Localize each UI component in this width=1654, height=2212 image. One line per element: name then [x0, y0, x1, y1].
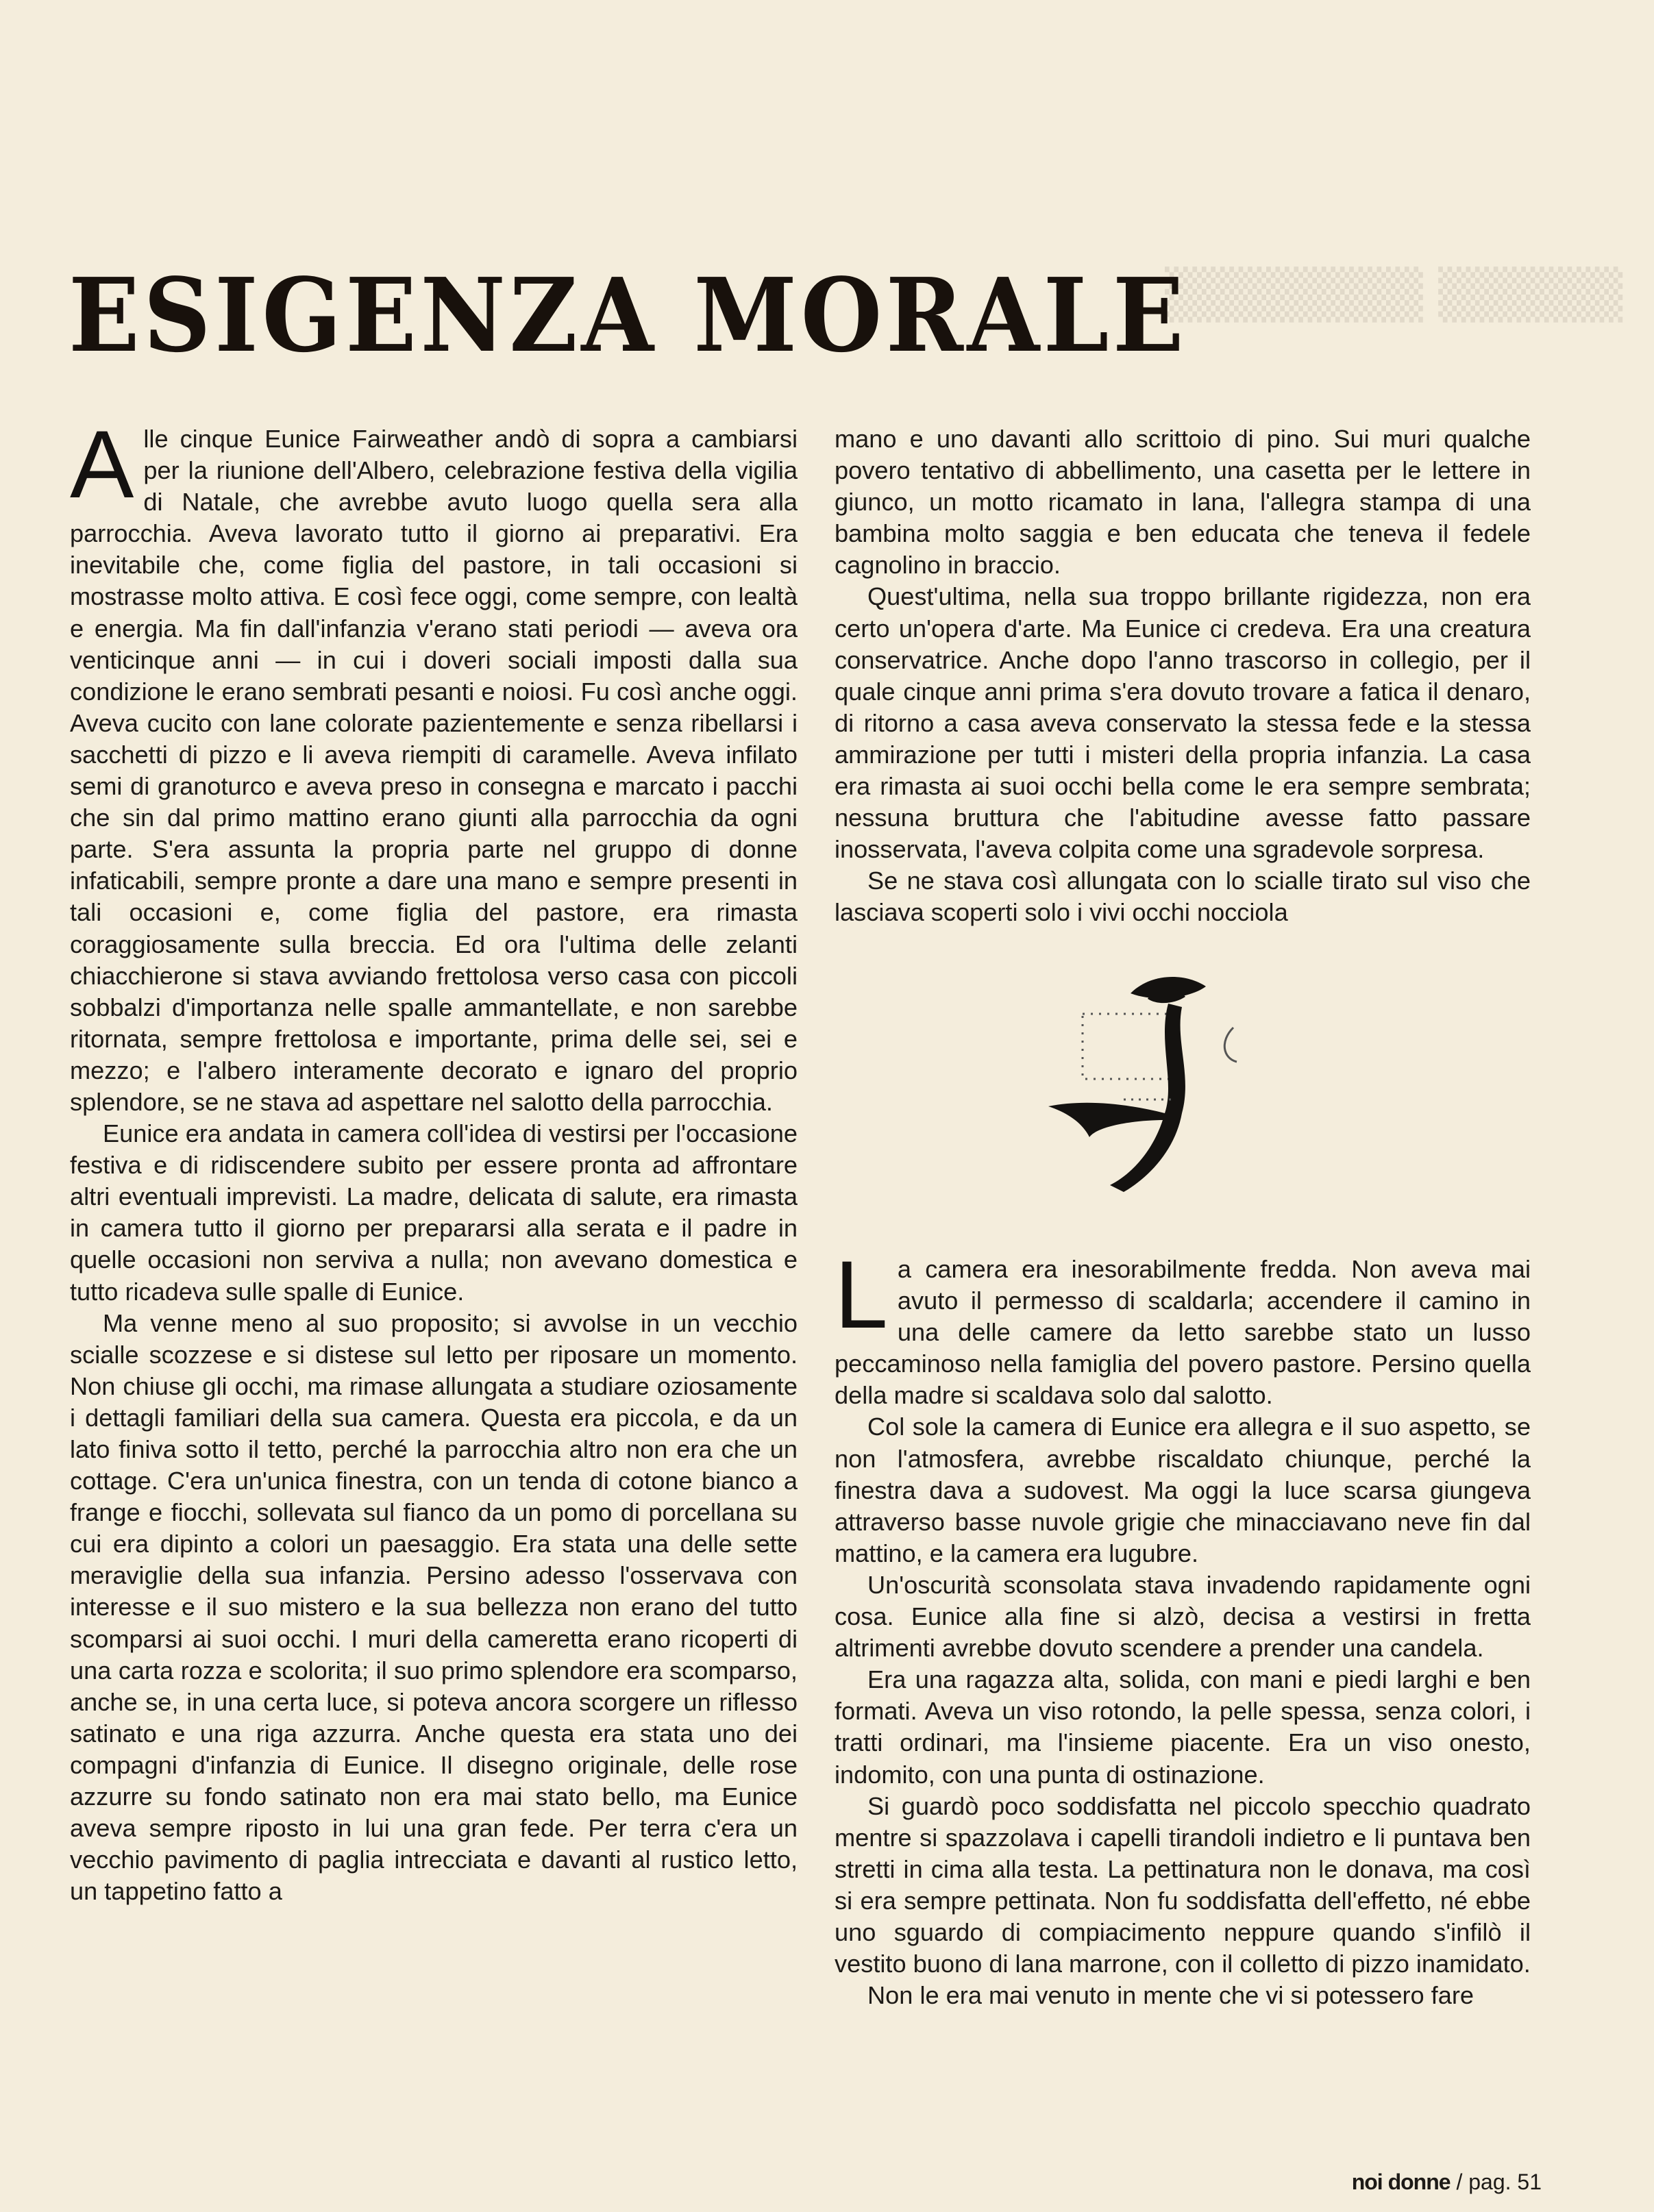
opening-paragraph-text: a camera era inesorabilmente fredda. Non aveva mai avuto il permesso di scaldarla; accendere il camino in una delle camere da letto sarebbe stato un lusso peccaminoso nella famiglia del povero pastore. Persino quella della madre si scaldava solo dal salotto.	[835, 1255, 1531, 1410]
drop-cap: L	[835, 1241, 888, 1348]
right-column-top	[835, 423, 1531, 929]
paragraph: Era una ragazza alta, solida, con mani e piedi larghi e ben formati. Aveva un viso rotondo, la pelle spessa, senza colori, i tratti ordinari, ma l'insieme piacente. Era un viso onesto, indomito, con una punta di ostinazione.	[835, 1665, 1531, 1789]
paragraph: mano e uno davanti allo scrittoio di pino. Sui muri qualche povero tentativo di abbellimento, una casetta per le lettere in giunco, un motto ricamato in lana, l'allegra stampa di una bambina molto saggia e ben educata che teneva il fedele cagnolino in braccio.	[835, 425, 1531, 580]
show-through-text: ▒▒▒▒▒▒▒ ▒▒▒▒▒	[1165, 266, 1623, 323]
opening-paragraph	[835, 1241, 1531, 1411]
paragraph: Non le era mai venuto in mente che vi si potessero fare	[867, 1981, 1474, 2010]
page-footer	[1336, 2168, 1542, 2196]
paragraph: Quest'ultima, nella sua troppo brillante rigidezza, non era certo un'opera d'arte. Ma Eunice ci credeva. Era una creatura conservatrice. Anche dopo l'anno trascorso in collegio, per il quale cinque anni prima s'era dovuto trovare a fatica il denaro, di ritorno a casa aveva conservato la stessa fede e la stessa ammirazione per tutti i misteri della propria infanzia. La casa era rimasta ai suoi occhi bella come le era sempre sembrata; nessuna bruttura che l'abitudine avesse fatto passare inosservata, l'aveva colpita come una sgradevole sorpresa.	[835, 582, 1531, 864]
opening-paragraph-text: lle cinque Eunice Fairweather andò di sopra a cambiarsi per la riunione dell'Albero, celebrazione festiva della vigilia di Natale, che avrebbe avuto luogo quella sera alla parrocchia. Aveva lavorato tutto il giorno ai preparativi. Era inevitabile che, come figlia del pastore, in tali occasioni si mostrasse molto attiva. E così fece oggi, come sempre, con lealtà e energia. Ma fin dall'infanzia v'erano stati periodi — aveva ora venticinque anni — in cui i doveri sociali imposti dalla sua condizione le erano sembrati pesanti e noiosi. Fu così anche oggi. Aveva cucito con lane colorate pazientemente e senza ribellarsi i sacchetti di pizzo e li aveva riempiti di caramelle. Aveva infilato semi di granoturco e aveva preso in consegna e marcato i pacchi che sin dal primo mattino erano giunti alla parrocchia da ogni parte. S'era assunta la propria parte nel gruppo di donne infaticabili, sempre pronte a dare una mano e sempre presenti in tali occasioni e, come figlia del pastore, era rimasta coraggiosamente sulla breccia. Ed ora l'ultima delle zelanti chiacchierone si stava avviando frettolosa verso casa con piccoli sobbalzi d'importanza nelle spalle ammantellate, e non sarebbe ritornata, sempre frettolosa e importante, prima delle sei, sei e mezzo; e l'albero interamente decorato e ignaro del proprio splendore, se ne stava ad aspettare nel salotto della parrocchia.	[70, 425, 798, 1116]
opening-paragraph	[70, 410, 798, 1118]
paragraph: Col sole la camera di Eunice era allegra e il suo aspetto, se non l'atmosfera, avrebbe riscaldato chiunque, perché la finestra dava a sudovest. Ma oggi la luce scarsa giungeva attraverso basse nuvole grigie che minacciavano neve fin dal mattino, e la camera era lugubre.	[835, 1413, 1531, 1567]
paragraph: Eunice era andata in camera coll'idea di vestirsi per l'occasione festiva e di ridiscendere subito per essere pronta ad affrontare altri eventuali imprevisti. La madre, delicata di salute, era rimasta in camera tutto il giorno per prepararsi alla serata e il padre in quelle occasioni non serviva a nulla; non avevano domestica e tutto ricadeva sulle spalle di Eunice.	[70, 1119, 798, 1306]
magazine-brand: noi donne	[1351, 2170, 1451, 2194]
right-column-bottom	[835, 1241, 1531, 2011]
drop-cap: A	[70, 410, 134, 518]
bonnet-ribbon-illustration	[1028, 966, 1316, 1199]
footer-separator: /	[1456, 2170, 1463, 2194]
paragraph: Se ne stava così allungata con lo scialle tirato sul viso che lasciava scoperti solo i vivi occhi nocciola	[835, 867, 1531, 927]
paragraph: Un'oscurità sconsolata stava invadendo rapidamente ogni cosa. Eunice alla fine si alzò, decisa a vestirsi in fretta altrimenti avrebbe dovuto scendere a prender una candela.	[835, 1570, 1531, 1663]
paragraph: Si guardò poco soddisfatta nel piccolo specchio quadrato mentre si spazzolava i capelli tirandoli indietro e li puntava ben stretti in cima alla testa. La pettinatura non le donava, ma così si era sempre pettinata. Non fu soddisfatta dell'effetto, né ebbe uno sguardo di compiacimento neppure quando s'infilò il vestito buono di lana marrone, con il colletto di pizzo inamidato.	[835, 1791, 1531, 1978]
article-title: ESIGENZA MORALE	[69, 256, 1188, 375]
paragraph: Ma venne meno al suo proposito; si avvolse in un vecchio scialle scozzese e si distese sul letto per riposare un momento. Non chiuse gli occhi, ma rimase allungata a studiare oziosamente i dettagli familiari della sua camera. Questa era piccola, e da un lato finiva sotto il tetto, perché la parrocchia altro non era che un cottage. C'era un'unica finestra, con un tenda di cotone bianco a frange e fiocchi, sollevata sul fianco da un pomo di porcellana su cui era dipinto a colori un paesaggio. Era stata una delle sette meraviglie della sua infanzia. Persino adesso l'osservava con interesse e il suo mistero e la sua bellezza non erano del tutto scomparsi ai suoi occhi. I muri della cameretta erano ricoperti di una carta rozza e scolorita; il suo primo splendore era scomparso, anche se, in una certa luce, si poteva ancora scorgere un riflesso satinato e una riga azzurra. Anche questa era stata uno dei compagni d'infanzia di Eunice. Il disegno originale, delle rose azzurre su fondo satinato non era mai stato bello, ma Eunice aveva sempre riposto in lui una gran fede. Per terra c'era un vecchio pavimento di paglia intrecciata e davanti al rustico letto, un tappetino fatto a	[70, 1308, 798, 1906]
left-column	[70, 410, 798, 1907]
page-number: pag. 51	[1468, 2170, 1542, 2194]
